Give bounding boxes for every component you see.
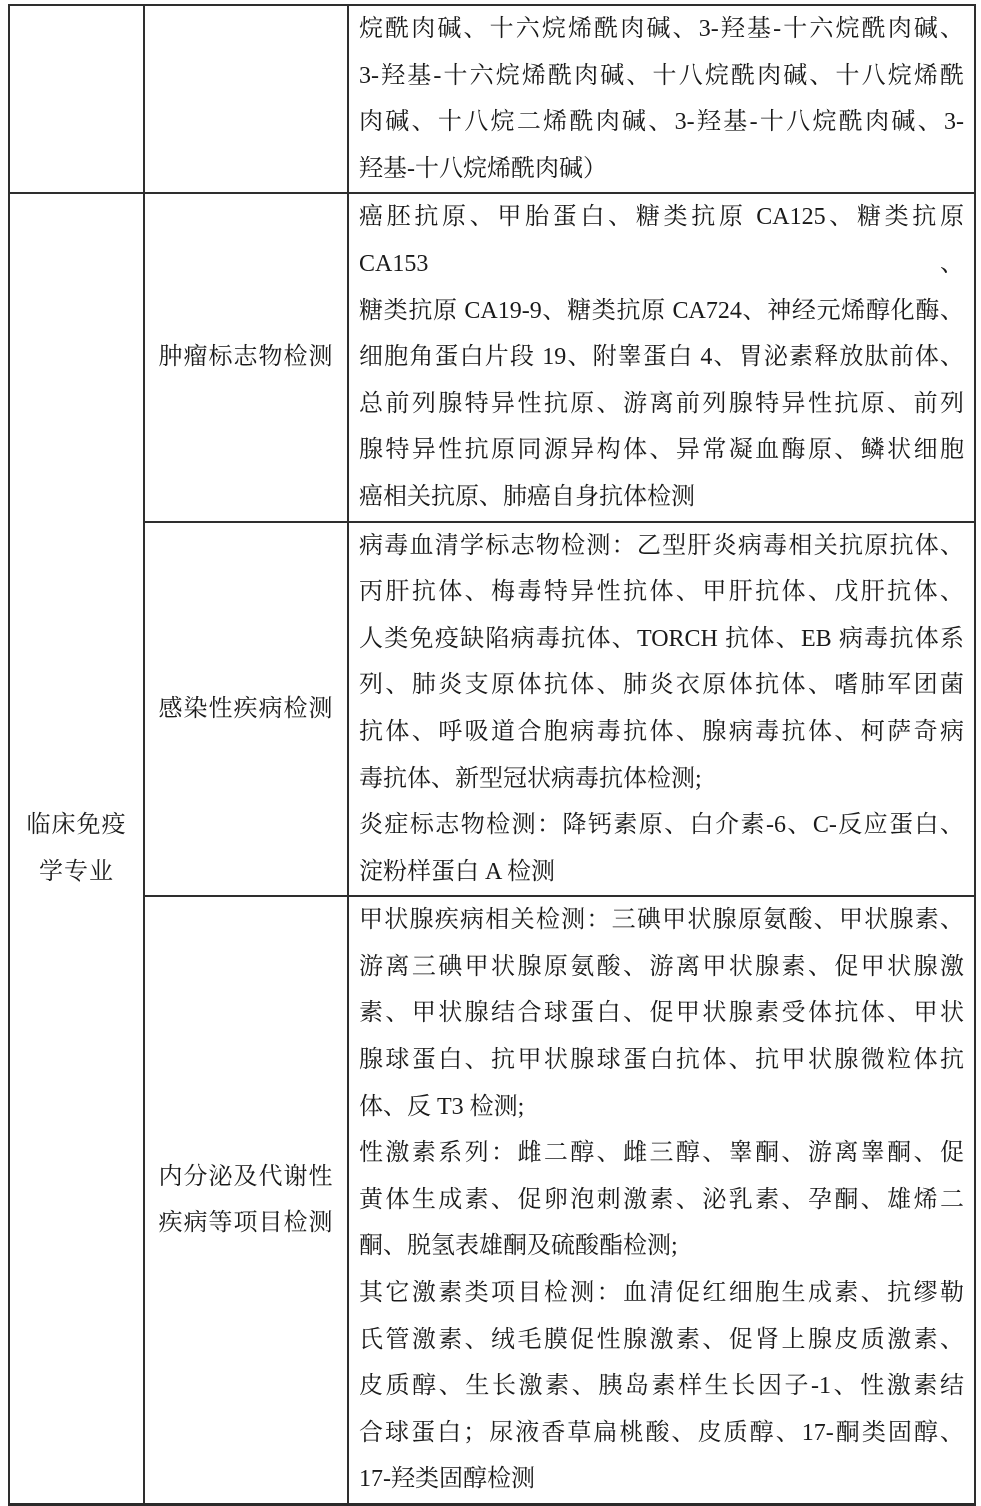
category-cell-tumor-markers xyxy=(144,193,348,521)
text-line: 癌相关抗原、肺癌自身抗体检测 xyxy=(359,483,695,510)
table-row-endocrine-metabolic xyxy=(9,896,975,1504)
text-line: 丙肝抗体、梅毒特异性抗体、甲肝抗体、戊肝抗体、 xyxy=(359,579,964,606)
table-row-infectious-disease xyxy=(9,522,975,897)
document-page xyxy=(0,4,981,1493)
category-cell-endocrine-metabolic xyxy=(144,896,348,1504)
text-line: 细胞角蛋白片段 19、附睾蛋白 4、胃泌素释放肽前体、 xyxy=(359,344,964,371)
items-cell-endocrine-metabolic xyxy=(348,896,975,1504)
text-line: 列、肺炎支原体抗体、肺炎衣原体抗体、嗜肺军团菌 xyxy=(359,672,964,699)
items-cell-infectious-disease xyxy=(348,522,975,897)
paragraph xyxy=(359,1130,964,1270)
specialty-cell-clinical-immunology xyxy=(9,193,144,1504)
text-line: 皮质醇、生长激素、胰岛素样生长因子-1、性激素结 xyxy=(359,1373,964,1400)
specialty-cell-empty xyxy=(9,5,144,193)
text-line: 感染性疾病检测 xyxy=(158,695,334,722)
text-line: 总前列腺特异性抗原、游离前列腺特异性抗原、前列 xyxy=(359,390,964,417)
text-line: 3-羟基-十六烷烯酰肉碱、十八烷酰肉碱、十八烷烯酰 xyxy=(359,62,964,89)
category-cell-infectious-disease xyxy=(144,522,348,897)
paragraph xyxy=(359,194,964,520)
text-line: 腺球蛋白、抗甲状腺球蛋白抗体、抗甲状腺微粒体抗 xyxy=(359,1047,964,1074)
text-line: 素、甲状腺结合球蛋白、促甲状腺素受体抗体、甲状 xyxy=(359,1000,964,1027)
paragraph xyxy=(359,802,964,895)
text-line: 体、反 T3 检测; xyxy=(359,1093,525,1120)
text-line: 肉碱、十八烷二烯酰肉碱、3-羟基-十八烷酰肉碱、3- xyxy=(359,109,964,136)
text-line: 合球蛋白；尿液香草扁桃酸、皮质醇、17-酮类固醇、 xyxy=(359,1419,964,1446)
text-line: 毒抗体、新型冠状病毒抗体检测; xyxy=(359,765,702,792)
text-line: 羟基-十八烷烯酰肉碱） xyxy=(359,155,607,182)
text-line: 疾病等项目检测 xyxy=(158,1210,334,1237)
text-line: 肿瘤标志物检测 xyxy=(158,344,334,371)
text-line: 其它激素类项目检测：血清促红细胞生成素、抗缪勒 xyxy=(359,1280,964,1307)
text-line: 黄体生成素、促卵泡刺激素、泌乳素、孕酮、雄烯二 xyxy=(359,1186,964,1213)
text-line: 酮、脱氢表雄酮及硫酸酯检测; xyxy=(359,1233,678,1260)
text-line: 内分泌及代谢性 xyxy=(158,1163,334,1190)
lab-specialty-table xyxy=(8,4,976,1506)
text-line: 甲状腺疾病相关检测：三碘甲状腺原氨酸、甲状腺素、 xyxy=(359,907,964,934)
text-line: 性激素系列：雌二醇、雌三醇、睾酮、游离睾酮、促 xyxy=(359,1140,964,1167)
category-cell-empty xyxy=(144,5,348,193)
text-line: 学专业 xyxy=(39,858,114,885)
text-line: 病毒血清学标志物检测：乙型肝炎病毒相关抗原抗体、 xyxy=(359,532,964,559)
text-line: 临床免疫 xyxy=(26,812,127,839)
paragraph xyxy=(359,1270,964,1503)
text-line: 17-羟类固醇检测 xyxy=(359,1466,535,1493)
paragraph xyxy=(359,523,964,803)
text-line: 抗体、呼吸道合胞病毒抗体、腺病毒抗体、柯萨奇病 xyxy=(359,718,964,745)
text-line: 腺特异性抗原同源异构体、异常凝血酶原、鳞状细胞 xyxy=(359,437,964,464)
text-line: 癌胚抗原、甲胎蛋白、糖类抗原 CA125、糖类抗原 CA153、 xyxy=(359,204,964,277)
table-row-tumor-markers xyxy=(9,193,975,521)
text-line: 糖类抗原 CA19-9、糖类抗原 CA724、神经元烯醇化酶、 xyxy=(359,297,964,324)
text-line: 氏管激素、绒毛膜促性腺激素、促肾上腺皮质激素、 xyxy=(359,1326,964,1353)
paragraph xyxy=(359,897,964,1130)
text-line: 烷酰肉碱、十六烷烯酰肉碱、3-羟基-十六烷酰肉碱、 xyxy=(359,16,964,42)
items-cell-tumor-markers xyxy=(348,193,975,521)
text-line: 游离三碘甲状腺原氨酸、游离甲状腺素、促甲状腺激 xyxy=(359,953,964,980)
paragraph xyxy=(359,6,964,192)
text-line: 炎症标志物检测：降钙素原、白介素-6、C-反应蛋白、 xyxy=(359,812,964,839)
text-line: 淀粉样蛋白 A 检测 xyxy=(359,858,556,885)
table-row-carnitine-continuation xyxy=(9,5,975,193)
text-line: 人类免疫缺陷病毒抗体、TORCH 抗体、EB 病毒抗体系 xyxy=(359,625,964,652)
items-cell-carnitine-continuation xyxy=(348,5,975,193)
